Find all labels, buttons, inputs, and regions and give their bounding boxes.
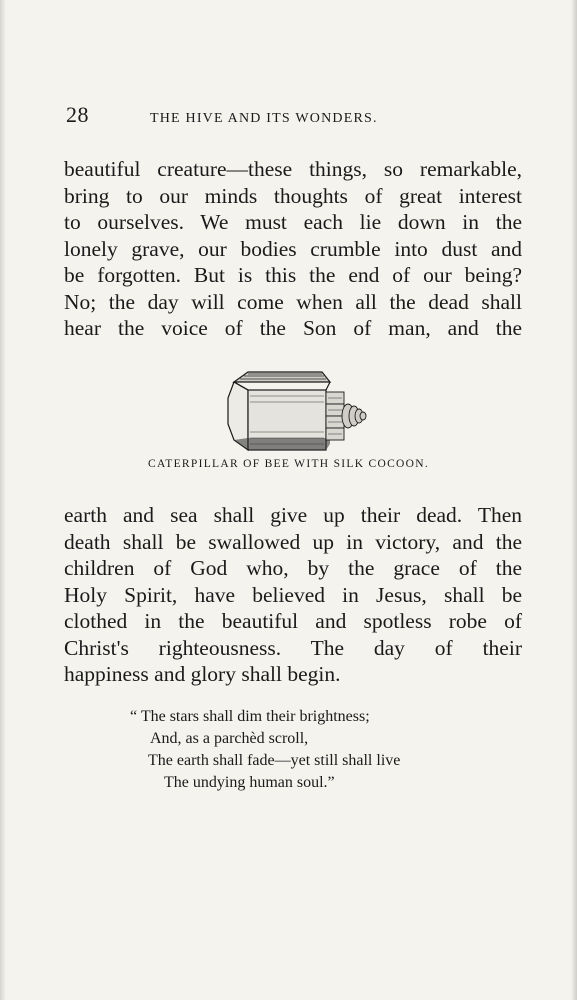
text-line: Holy Spirit, have believed in Jesus, shall be [64,582,522,607]
figure-caption: CATERPILLAR OF BEE WITH SILK COCOON. [147,458,430,470]
page-number: 28 [66,102,89,127]
text-line: No; the day will come when all the dead shall [64,289,522,314]
page-left-edge [0,0,6,1000]
text-line: children of God who, by the grace of the [64,556,522,580]
text-line: to ourselves. We must each lie down in the [64,210,522,234]
cocoon-illustration-icon [226,370,368,452]
text-line: bring to our minds thoughts of great interest [64,183,522,208]
text-line: earth and sea shall give up their dead. Then [64,503,522,527]
text-line: hear the voice of the Son of man, and the [64,316,522,340]
text-line: Christ's righteousness. The day of their [64,635,522,660]
text-line: be forgotten. But is this the end of our being? [64,263,522,287]
poem-line: The earth shall fade—yet still shall live [148,752,401,769]
poem-line: The undying human soul.” [164,774,335,791]
poem-line: “ The stars shall dim their brightness; [130,708,370,725]
paragraph-bottom [64,502,522,688]
text-line: happiness and glory shall begin. [64,662,341,686]
poem-stanza [130,706,400,794]
paragraph-top [64,156,522,342]
running-title: THE HIVE AND ITS WONDERS. [150,111,378,126]
text-line: death shall be swallowed up in victory, and the [64,529,522,554]
poem-line: And, as a parchèd scroll, [150,730,309,747]
page-right-edge [571,0,577,1000]
text-line: beautiful creature—these things, so remarkable, [64,157,522,181]
text-line: lonely grave, our bodies crumble into dust and [64,236,522,261]
text-line: clothed in the beautiful and spotless robe of [64,609,522,633]
